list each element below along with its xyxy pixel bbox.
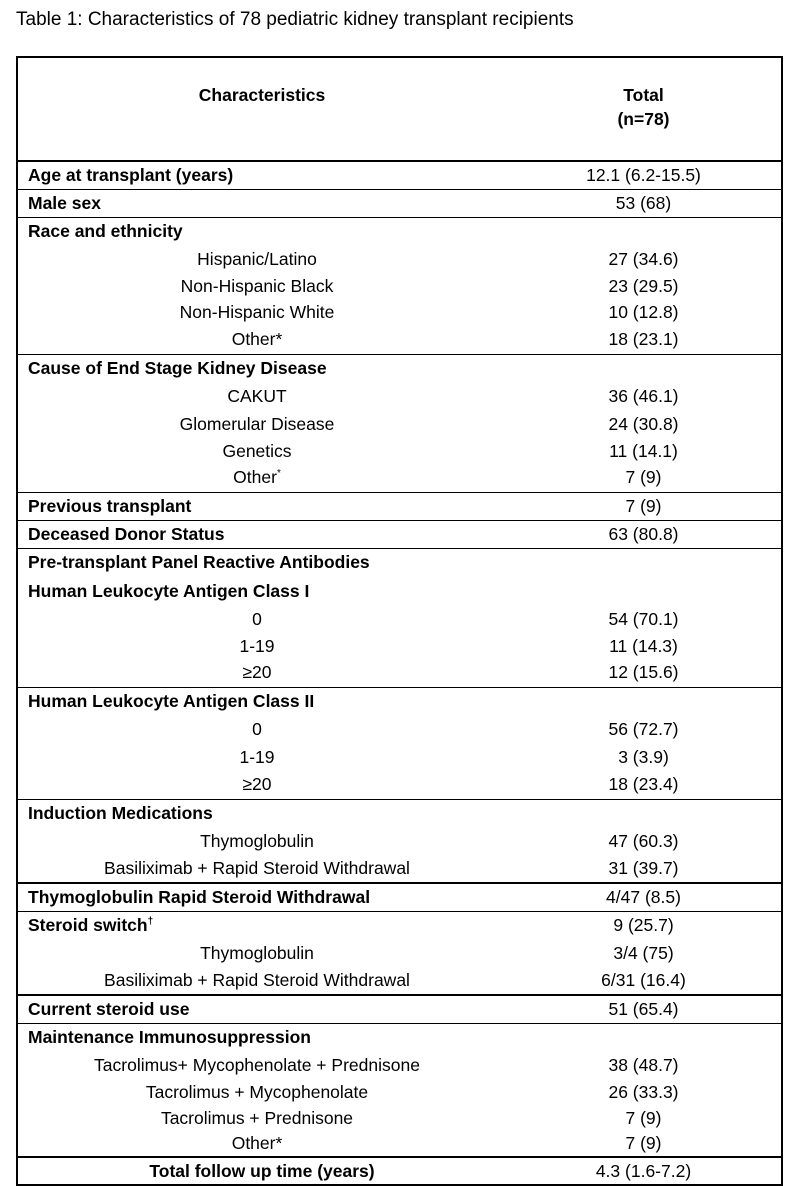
row-label <box>17 1130 502 1157</box>
row-label-text: 0 <box>252 718 262 739</box>
row-value: 4/47 (8.5) <box>502 883 782 911</box>
table-row <box>17 911 782 939</box>
row-value <box>502 577 782 605</box>
row-label-text: Other* <box>231 1132 283 1153</box>
row-value <box>502 217 782 245</box>
table-row <box>17 354 782 382</box>
row-value: 36 (46.1) <box>608 385 679 406</box>
table-row <box>17 410 782 438</box>
table-row <box>17 883 782 911</box>
row-label-text: Basiliximab + Rapid Steroid Withdrawal <box>104 970 410 990</box>
row-value: 3 (3.9) <box>618 746 669 767</box>
row-label <box>17 217 502 245</box>
row-label <box>17 548 502 577</box>
row-value: 7 (9) <box>625 1132 662 1153</box>
row-value: 12 (15.6) <box>608 662 679 683</box>
row-value: 18 (23.1) <box>608 329 679 350</box>
row-value: 11 (14.3) <box>609 635 678 656</box>
row-value <box>502 687 782 715</box>
table-row <box>17 161 782 189</box>
row-label <box>17 577 502 605</box>
table-row <box>17 799 782 827</box>
row-value: 7 (9) <box>625 467 662 488</box>
header-total <box>502 57 782 161</box>
row-label <box>17 492 502 520</box>
table-row <box>17 217 782 245</box>
row-label <box>17 520 502 548</box>
row-label-text: Human Leukocyte Antigen Class II <box>28 690 315 711</box>
row-value: 3/4 (75) <box>613 942 674 963</box>
row-label-text: 1-19 <box>239 746 275 767</box>
row-label-text: Male sex <box>28 192 101 213</box>
table-row <box>17 245 782 273</box>
row-value: 53 (68) <box>502 189 782 217</box>
table-row <box>17 1106 782 1130</box>
row-value <box>502 1023 782 1051</box>
row-label-text: Previous transplant <box>28 495 192 516</box>
row-label <box>17 911 502 939</box>
row-value: 38 (48.7) <box>608 1054 679 1075</box>
row-label <box>17 633 502 659</box>
row-label <box>17 326 502 354</box>
row-value: 7 (9) <box>625 1107 662 1128</box>
table-row <box>17 605 782 633</box>
row-value: 63 (80.8) <box>502 520 782 548</box>
row-value: 18 (23.4) <box>608 774 679 795</box>
table-row <box>17 715 782 743</box>
row-value <box>502 548 782 577</box>
row-label-text: Other <box>233 467 277 488</box>
row-label <box>17 1079 502 1106</box>
table-row <box>17 382 782 410</box>
row-label <box>17 827 502 855</box>
footnote-marker: † <box>147 915 154 927</box>
table-row <box>17 659 782 687</box>
table-row <box>17 1023 782 1051</box>
table-row <box>17 1157 782 1185</box>
row-label-text: Thymoglobulin <box>200 942 314 963</box>
row-label-text: Deceased Donor Status <box>28 523 225 544</box>
row-label-text: 1-19 <box>239 635 275 656</box>
row-label <box>17 883 502 911</box>
row-label <box>17 464 502 492</box>
row-label-text: Induction Medications <box>28 802 213 823</box>
table-row <box>17 492 782 520</box>
row-value: 27 (34.6) <box>608 248 679 269</box>
row-label <box>17 1157 502 1185</box>
row-label <box>17 245 502 273</box>
row-value: 4.3 (1.6-7.2) <box>502 1157 782 1185</box>
row-label <box>17 189 502 217</box>
table-row <box>17 743 782 771</box>
row-label <box>17 299 502 326</box>
table-row <box>17 687 782 715</box>
row-value: 11 (14.1) <box>609 440 678 461</box>
row-label-text: Total follow up time (years) <box>149 1160 375 1181</box>
row-label <box>17 1023 502 1051</box>
row-label-text: Pre-transplant Panel Reactive Antibodies <box>28 552 370 573</box>
row-label-text: ≥20 <box>242 774 272 795</box>
table-row <box>17 438 782 464</box>
row-label <box>17 715 502 743</box>
row-label-text: Current steroid use <box>28 998 190 1019</box>
row-value: 9 (25.7) <box>502 911 782 939</box>
row-label <box>17 799 502 827</box>
header-total-label: Total <box>623 85 664 105</box>
row-value: 26 (33.3) <box>608 1082 679 1102</box>
row-label <box>17 687 502 715</box>
row-value: 6/31 (16.4) <box>601 970 686 990</box>
table-row <box>17 1130 782 1157</box>
row-value: 54 (70.1) <box>608 608 679 629</box>
row-label-text: Hispanic/Latino <box>197 248 317 269</box>
row-label-text: Genetics <box>222 440 292 461</box>
row-value <box>502 799 782 827</box>
table-row <box>17 995 782 1023</box>
row-label-text: 0 <box>252 608 262 629</box>
header-total-n: (n=78) <box>617 109 670 129</box>
row-label-text: Maintenance Immunosuppression <box>28 1026 311 1047</box>
row-label <box>17 354 502 382</box>
row-label-text: ≥20 <box>242 662 272 683</box>
table-row <box>17 939 782 967</box>
table-row <box>17 855 782 883</box>
row-label <box>17 855 502 883</box>
table-row <box>17 633 782 659</box>
row-label-text: Non-Hispanic White <box>179 302 335 322</box>
row-label-text: CAKUT <box>227 385 287 406</box>
table-body <box>17 161 782 1185</box>
row-value: 7 (9) <box>502 492 782 520</box>
row-label <box>17 659 502 687</box>
row-label-text: Thymoglobulin Rapid Steroid Withdrawal <box>28 886 371 907</box>
row-label-text: Race and ethnicity <box>28 220 183 241</box>
row-value: 10 (12.8) <box>608 302 679 322</box>
table-row <box>17 827 782 855</box>
row-label-text: Steroid switch <box>28 914 148 935</box>
table-row <box>17 520 782 548</box>
table-caption: Table 1: Characteristics of 78 pediatric kidney transplant recipients <box>16 9 574 30</box>
row-value: 23 (29.5) <box>608 275 679 296</box>
characteristics-table <box>16 56 783 1186</box>
row-label <box>17 743 502 771</box>
table-row <box>17 1051 782 1079</box>
row-label <box>17 995 502 1023</box>
row-label-text: Cause of End Stage Kidney Disease <box>28 357 327 378</box>
table-row <box>17 189 782 217</box>
row-label-text: Glomerular Disease <box>179 413 335 434</box>
row-label-text: Thymoglobulin <box>200 830 314 851</box>
row-label <box>17 939 502 967</box>
table-row <box>17 577 782 605</box>
row-label-text: Tacrolimus + Mycophenolate <box>145 1082 369 1102</box>
footnote-marker: * <box>276 468 281 480</box>
table-row <box>17 771 782 799</box>
table-row <box>17 326 782 354</box>
table-header-row <box>17 57 782 161</box>
table-row <box>17 967 782 995</box>
header-characteristics: Characteristics <box>17 57 502 161</box>
row-label <box>17 771 502 799</box>
row-label-text: Human Leukocyte Antigen Class I <box>28 580 310 601</box>
row-value: 12.1 (6.2-15.5) <box>502 161 782 189</box>
row-label-text: Age at transplant (years) <box>28 164 234 185</box>
row-label-text: Tacrolimus + Prednisone <box>160 1107 354 1128</box>
row-label <box>17 382 502 410</box>
row-value: 31 (39.7) <box>608 858 679 878</box>
row-value: 56 (72.7) <box>608 718 679 739</box>
row-label-text: Non-Hispanic Black <box>180 275 334 296</box>
row-label <box>17 161 502 189</box>
table-row <box>17 464 782 492</box>
row-label <box>17 273 502 299</box>
row-label <box>17 438 502 464</box>
table-row <box>17 548 782 577</box>
row-label-text: Tacrolimus+ Mycophenolate + Prednisone <box>94 1054 420 1075</box>
row-value: 47 (60.3) <box>608 830 679 851</box>
row-label <box>17 967 502 995</box>
table-row <box>17 1079 782 1106</box>
row-label <box>17 410 502 438</box>
row-label-text: Basiliximab + Rapid Steroid Withdrawal <box>104 858 410 878</box>
row-value <box>502 354 782 382</box>
row-value: 51 (65.4) <box>502 995 782 1023</box>
row-value: 24 (30.8) <box>608 413 679 434</box>
row-label <box>17 1106 502 1130</box>
row-label <box>17 605 502 633</box>
table-row <box>17 273 782 299</box>
row-label <box>17 1051 502 1079</box>
table-row <box>17 299 782 326</box>
row-label-text: Other* <box>231 329 283 350</box>
